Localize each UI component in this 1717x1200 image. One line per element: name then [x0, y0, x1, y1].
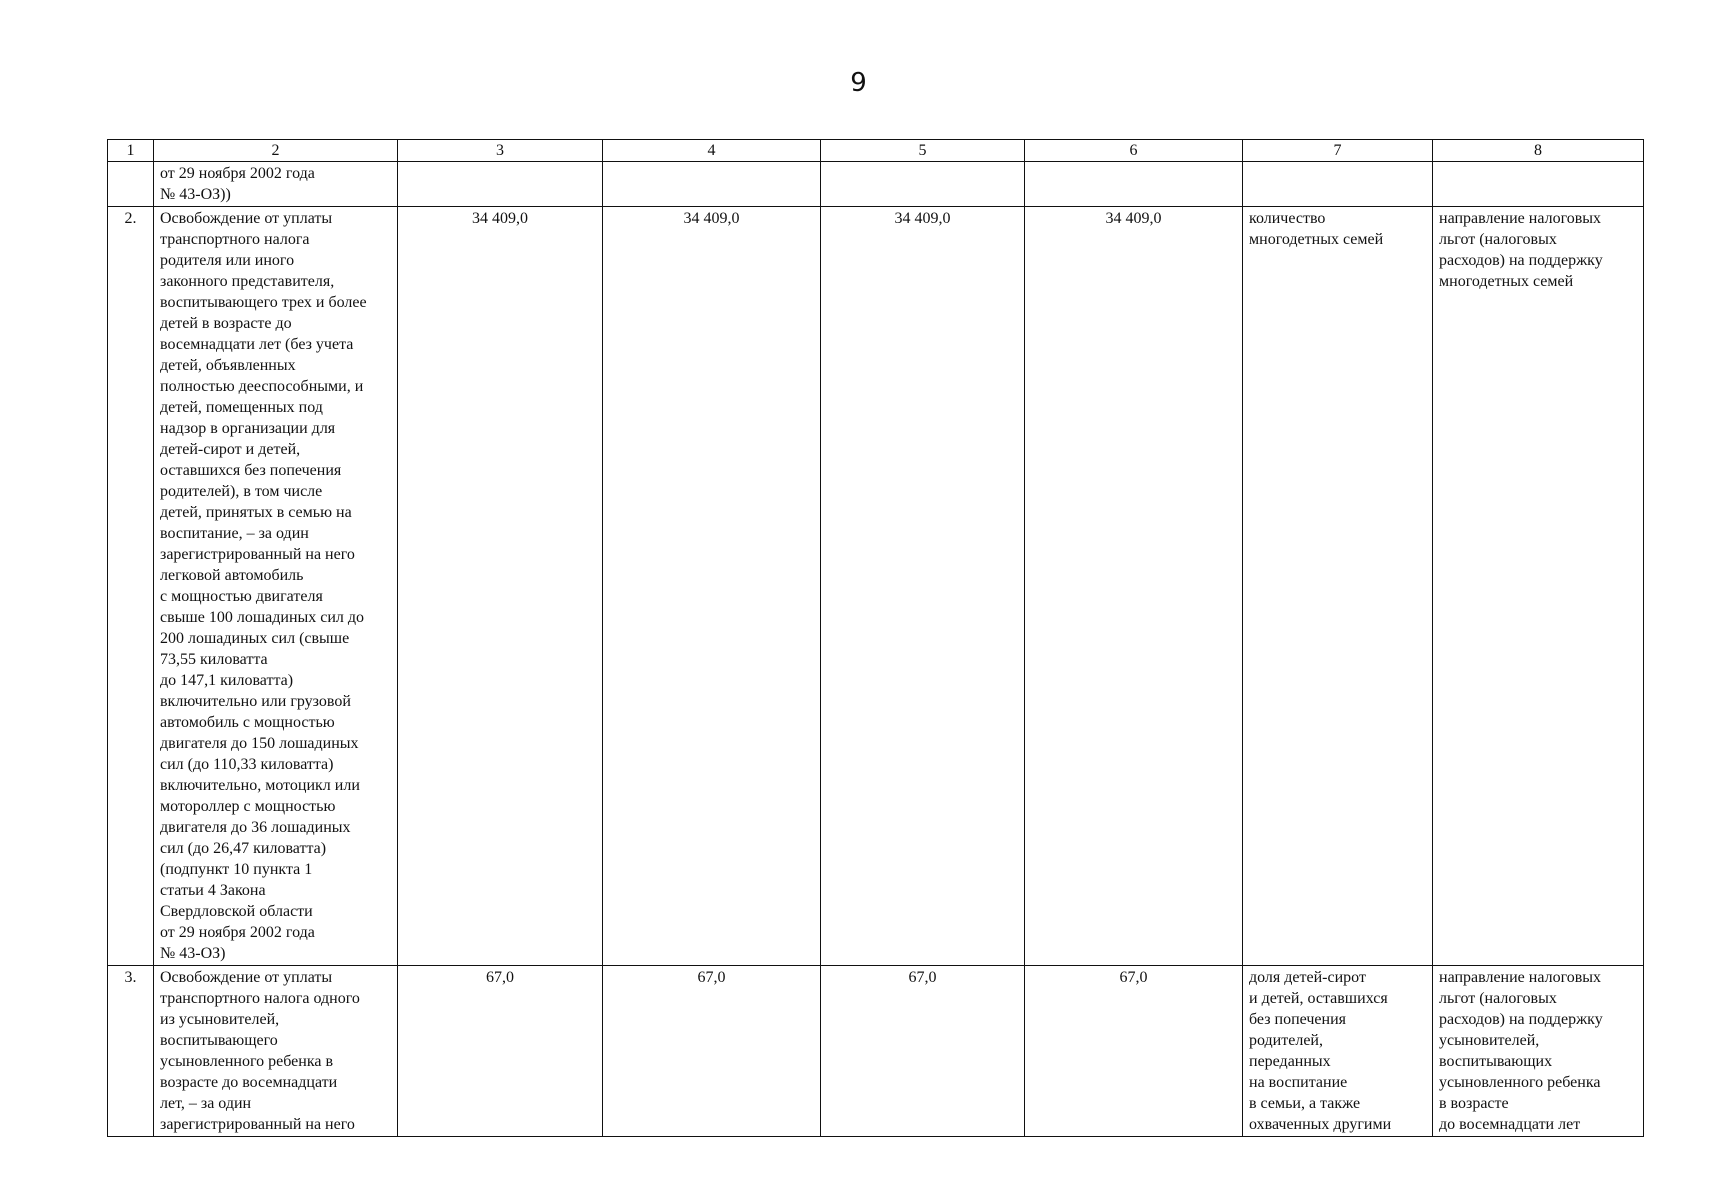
benefit-description: Освобождение от уплаты транспортного налога родителя или иного законного представителя, воспитывающего трех и более детей в возрасте до восемнадцати лет (без учета детей, объявленных полностью дееспособными, и детей, помещенных под надзор в организации для детей-сирот и детей, оставшихся без попечения родителей), в том числе детей, принятых в семью на воспитание, – за один зарегистрированный на него легковой автомобиль с мощностью двигателя свыше 100 лошадиных сил до 200 лошадиных сил (свыше 73,55 киловатта до 147,1 киловатта) включительно или грузовой автомобиль с мощностью двигателя до 150 лошадиных сил (до 110,33 киловатта) включительно, мотоцикл или мотороллер с мощностью двигателя до 36 лошадиных сил (до 26,47 киловатта) (подпункт 10 пункта 1 статьи 4 Закона Свердловской области от 29 ноября 2002 года № 43-ОЗ): [154, 207, 398, 966]
value-col-5: 67,0: [821, 966, 1025, 1137]
table-row: [108, 207, 1644, 966]
column-header: 6: [1025, 140, 1243, 162]
value-col-3: 34 409,0: [398, 207, 603, 966]
column-number-row: [108, 140, 1644, 162]
value-col-4: 34 409,0: [603, 207, 821, 966]
purpose-text: направление налоговых льгот (налоговых расходов) на поддержку многодетных семей: [1433, 207, 1644, 966]
benefits-table: [107, 139, 1644, 1137]
row-number: 2.: [108, 207, 154, 966]
indicator-text: [1243, 162, 1433, 207]
column-header: 5: [821, 140, 1025, 162]
value-col-4: 67,0: [603, 966, 821, 1137]
value-col-3: 67,0: [398, 966, 603, 1137]
benefit-description: Освобождение от уплаты транспортного налога одного из усыновителей, воспитывающего усыновленного ребенка в возрасте до восемнадцати лет, – за один зарегистрированный на него: [154, 966, 398, 1137]
row-number: 3.: [108, 966, 154, 1137]
column-header: 3: [398, 140, 603, 162]
page-number: 9: [850, 68, 867, 98]
indicator-text: доля детей-сирот и детей, оставшихся без попечения родителей, переданных на воспитание в семьи, а также охваченных другими: [1243, 966, 1433, 1137]
value-col-6: 67,0: [1025, 966, 1243, 1137]
column-header: 7: [1243, 140, 1433, 162]
value-col-5: 34 409,0: [821, 207, 1025, 966]
column-header: 1: [108, 140, 154, 162]
column-header: 4: [603, 140, 821, 162]
purpose-text: направление налоговых льгот (налоговых расходов) на поддержку усыновителей, воспитывающих усыновленного ребенка в возрасте до восемнадцати лет: [1433, 966, 1644, 1137]
column-header: 2: [154, 140, 398, 162]
purpose-text: [1433, 162, 1644, 207]
indicator-text: количество многодетных семей: [1243, 207, 1433, 966]
value-col-6: [1025, 162, 1243, 207]
value-col-5: [821, 162, 1025, 207]
value-col-3: [398, 162, 603, 207]
row-number: [108, 162, 154, 207]
table-row: [108, 966, 1644, 1137]
column-header: 8: [1433, 140, 1644, 162]
benefit-description: от 29 ноября 2002 года № 43-ОЗ)): [154, 162, 398, 207]
table-row: [108, 162, 1644, 207]
value-col-6: 34 409,0: [1025, 207, 1243, 966]
value-col-4: [603, 162, 821, 207]
